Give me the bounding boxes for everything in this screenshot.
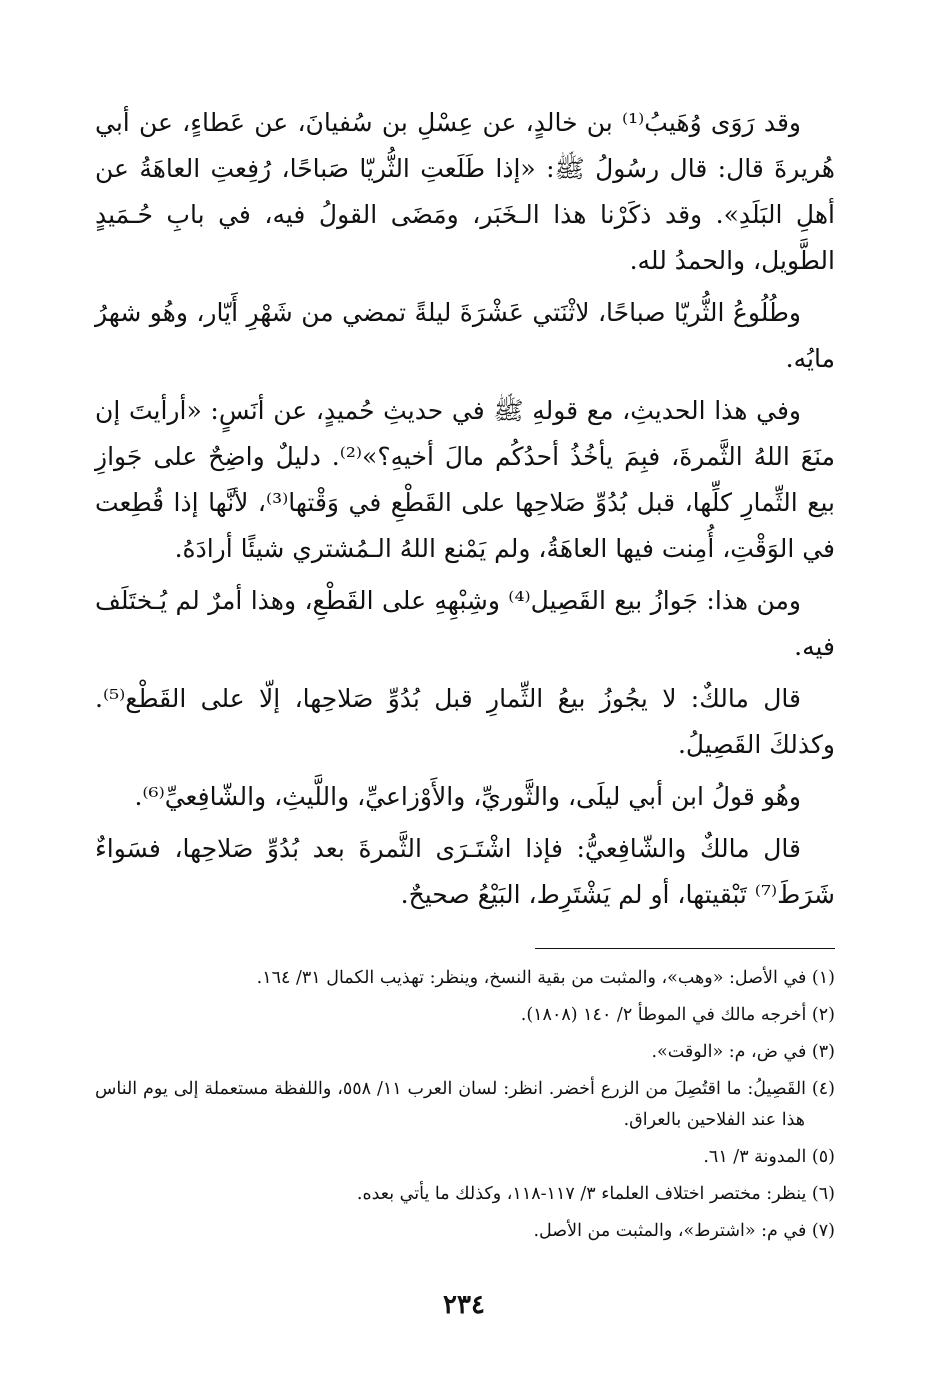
page-number: ٢٣٤ bbox=[443, 1290, 485, 1320]
footnotes bbox=[95, 963, 835, 1247]
footnote-3: (٣) في ض، م: «الوقت». bbox=[651, 1042, 835, 1062]
paragraph-4: ومن هذا: جَوازُ بيع القَصِيل⁽⁴⁾ وشِبْهِهِ على القَطْعِ، وهذا أمرٌ لم يُـختَلَف فيه. bbox=[95, 586, 835, 661]
paragraph-5: قال مالكٌ: لا يجُوزُ بيعُ الثِّمارِ قبل بُدُوِّ صَلاحِها، إلّا على القَطْع⁽⁵⁾. وكذلكَ القَصِيلُ. bbox=[95, 684, 835, 759]
footnote-6: (٦) ينظر: مختصر اختلاف العلماء ٣/ ١١٧-١١٨، وكذلك ما يأتي بعده. bbox=[356, 1184, 835, 1204]
paragraph-7: قال مالكٌ والشّافِعيُّ: فإذا اشْتَـرَى الثَّمرةَ بعد بُدُوِّ صَلاحِها، فسَواءٌ شَرَطَ⁽⁷⁾ تَبْقيتها، أو لم يَشْتَرِط، البَيْعُ صحيحٌ. bbox=[95, 834, 835, 909]
paragraph-1: وقد رَوَى وُهَيبُ⁽¹⁾ بن خالدٍ، عن عِسْلِ بن سُفيانَ، عن عَطاءٍ، عن أبي هُريرةَ قال: قال رسُولُ ﷺ: «إذا طَلَعتِ الثُّريّا صَباحًا، رُفِعتِ العاهَةُ عن أهلِ البَلَدِ». وقد ذكَرْنا هذا الـخَبَر، ومَضَى القولُ فيه، في بابِ حُـمَيدٍ الطَّويل، والحمدُ لله. bbox=[95, 108, 835, 275]
footnote-5: (٥) المدونة ٣/ ٦١. bbox=[703, 1147, 835, 1167]
book-page bbox=[95, 100, 835, 1350]
footnote-7: (٧) في م: «اشترط»، والمثبت من الأصل. bbox=[533, 1221, 835, 1241]
paragraph-2: وطُلُوعُ الثُّريّا صباحًا، لاثْنَتي عَشْرَةَ ليلةً تمضي من شَهْرِ أَيّار، وهُو شهرُ مايُه. bbox=[95, 298, 835, 373]
footnote-separator bbox=[535, 948, 835, 949]
paragraph-3: وفي هذا الحديثِ، مع قولهِ ﷺ في حديثِ حُميدٍ، عن أنَسٍ: «أرأيتَ إن منَعَ اللهُ الثَّمرةَ، فبِمَ يأخُذُ أحدُكُم مالَ أخيهِ؟»⁽²⁾. دليلٌ واضِحٌ على جَوازِ بيع الثِّمارِ كلِّها، قبل بُدُوِّ صَلاحِها على القَطْعِ في وَقْتها⁽³⁾، لأنَّها إذا قُطِعت في الوَقْتِ، أُمِنت فيها العاهَةُ، ولم يَمْنع اللهُ الـمُشتري شيئًا أرادَهُ. bbox=[95, 396, 836, 563]
footnote-2: (٢) أخرجه مالك في الموطأ ٢/ ١٤٠ (١٨٠٨). bbox=[520, 1005, 835, 1025]
main-text bbox=[95, 100, 835, 918]
footnote-4: (٤) القَصِيلُ: ما اقتُصِلَ من الزرع أخضر. انظر: لسان العرب ١١/ ٥٥٨، واللفظة مستعملة إلى يوم الناس هذا عند الفلاحين بالعراق. bbox=[95, 1079, 835, 1130]
paragraph-6: وهُو قولُ ابن أبي ليلَى، والثَّوريِّ، والأَوْزاعيِّ، واللَّيثِ، والشّافِعيِّ⁽⁶⁾. bbox=[134, 782, 801, 811]
footnote-1: (١) في الأصل: «وهب»، والمثبت من بقية النسخ، وينظر: تهذيب الكمال ٣١/ ١٦٤. bbox=[256, 968, 835, 988]
